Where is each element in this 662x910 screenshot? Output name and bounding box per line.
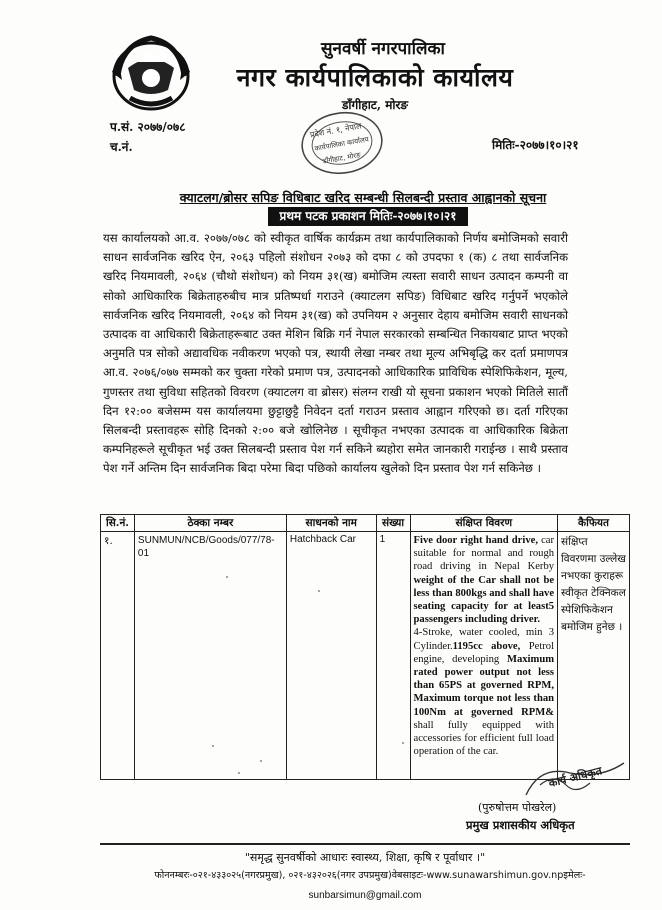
scan-speckle [318, 590, 320, 592]
table-header-row [101, 515, 630, 532]
footer-divider [100, 843, 630, 845]
office-stamp-icon [296, 108, 388, 178]
table-row [101, 532, 630, 780]
stamp-text-line1: प्रदेश नं. १, नेपाल [309, 121, 363, 140]
desc-p2-d: Maximum rated power output not less than 65PS at governed RPM, Maximum torque not less than 100Nm at governed RPM& [413, 653, 555, 718]
municipality-name: सुनवर्षी नगरपालिका [321, 39, 445, 59]
footer-email: sunbarsimun@gmail.com [308, 890, 422, 901]
notice-body: यस कार्यालयको आ.व. २०७७/०७८ को स्वीकृत वार्षिक कार्यक्रम तथा कार्यपालिकाको निर्णय बमोजिमको सवारी साधन सार्वजनिक खरिद ऐन, २०६३ पहिलो संशोधन २०७३ को दफा ८ को उपदफा १ (क) ८ तथा सार्वजनिक खरिद नियमावली, २०६४ (चौथो संशोधन) को नियम ३१(ख) बमोजिम त्यस्ता सवारी साधन उत्पादन कम्पनी वा सोको आधिकारिक बिक्रेताहरुबीच मात्र प्रतिष्पर्धा गराउने (क्याटलग सपिङ) विधिबाट खरिद गर्नुपर्ने भएकोले सार्वजनिक खरिद नियमावली, २०६४ को नियम ३१(ख) को उपनियम २ अनुसार देहाय बमोजिम सवारी साधनको उत्पादक वा आधिकारी बिक्रेताहरूबाट उक्त मेशिन बिक्रि गर्न नेपाल सरकारको सम्बन्धित निकायबाट प्राप्त भएको अनुमति पत्र सोको अद्यावधिक नवीकरण भएको पत्र, स्थायी लेखा नम्बर तथा मूल्य अभिबृद्धि कर दर्ता प्रमाणपत्र आ.व. २०७६/०७७ सम्मको कर चुक्ता गरेको प्रमाण पत्र, उत्पादनको आधिकारिक प्राविधिक स्पेशिफिकेशन, मूल्य, गुणस्तर तथा सुविधा सहितको विवरण (क्याटलग वा ब्रोसर) संलग्न राखी यो सूचना प्रकाशन भएको मितिले सातौं दिन १२:०० बजेसम्म यस कार्यालयमा छुट्टाछुट्टै निवेदन दर्ता गराउन प्रस्ताव आह्वान गरिएको छ। दर्ता गरिएका सिलबन्दी प्रस्तावहरू सोहि दिनको २:०० बजे खोलिनेछ । सूचीकृत नभएका उत्पादक वा आधिकारिक बिक्रेता कम्पनिहरूले सूचीकृत भई उक्त सिलबन्दी प्रस्ताव पेश गर्न सकिने ब्यहोरा समेत जानकारी गराईन्छ । साथै प्रस्ताव पेश गर्ने अन्तिम दिन सार्वजनिक बिदा परेमा बिदा पछिको कार्यालय खुलेको दिन प्रस्ताव पेश गर्न सकिनेछ । [103, 231, 568, 476]
desc-p2-e: shall fully equipped with accessories for efficient full load operation of the car. [413, 719, 555, 758]
header-remarks: कैफियत [558, 515, 630, 532]
cell-serial: १. [101, 532, 135, 780]
header-description: संक्षिप्त विवरण [410, 515, 558, 532]
header-contract-number: ठेक्का नम्बर [134, 515, 286, 532]
scan-speckle [226, 576, 228, 578]
desc-p1-a: car suitable for normal and rough road driving in Nepal Kerby [413, 535, 555, 573]
stamp-text-line2: कार्यपालिका कार्यालय [313, 135, 370, 153]
desc-p2-b: 1195cc above, [452, 640, 521, 652]
signatory-name: (पुरुषोत्तम पोखरेल) [478, 801, 557, 814]
header-vehicle-name: साधनको नाम [286, 515, 376, 532]
footer-slogan: "समृद्ध सुनवर्षीको आधारः स्वास्थ्य, शिक्षा, कृषि र पूर्वाधार ।" [244, 851, 486, 864]
notice-title: क्याटलग/ब्रोसर सपिङ विधिबाट खरिद सम्बन्धी सिलबन्दी प्रस्ताव आह्वानको सूचना [179, 190, 547, 205]
scan-speckle [402, 742, 404, 744]
dispatch-number: च.नं. [110, 140, 133, 154]
signature-stamp-text: कार्य अधिकृत [547, 764, 604, 791]
footer-contact: फोननम्बरः-०२१-४३३०२५(नगरप्रमुख), ०२१-४३२०२६(नगर उपप्रमुख)वेबसाइटः-www.sunawarshimun.gov.npइमेलः- [154, 870, 586, 881]
cell-vehicle-name: Hatchback Car [286, 532, 376, 780]
cell-contract-number: SUNMUN/NCB/Goods/077/78-01 [134, 532, 286, 780]
cell-description [410, 532, 558, 780]
office-name: नगर कार्यपालिकाको कार्यालय [236, 63, 514, 92]
desc-p2-a: 4-Stroke, water cooled, min 3 Cylinder. [413, 627, 555, 652]
header-serial: सि.नं. [101, 515, 135, 532]
letter-date: मितिः-२०७७।१०।२१ [492, 138, 579, 152]
desc-p2-c: Petrol engine, developing [413, 640, 555, 665]
tender-items-table [100, 514, 630, 780]
cell-quantity: 1 [376, 532, 410, 780]
header-quantity: संख्या [376, 515, 410, 532]
scan-speckle [238, 772, 240, 774]
office-location: डाँगीहाट, मोरङ [341, 98, 409, 112]
nepal-emblem-icon [108, 28, 194, 114]
desc-p1-b: weight of the Car shall not be less than 800kgs and shall have seating capacity for at least5 passengers including driver. [413, 574, 555, 626]
reference-number: प.सं. २०७७/०७८ [110, 120, 186, 134]
signatory-title: प्रमुख प्रशासकीय अधिकृत [466, 818, 575, 832]
scan-speckle [212, 745, 214, 747]
cell-remarks: संक्षिप्त विवरणमा उल्लेख नभएका कुराहरू स्वीकृत टेक्निकल स्पेशिफिकेशन बमोजिम हुनेछ । [558, 532, 630, 780]
scan-speckle [260, 760, 262, 762]
publication-date-banner: प्रथम पटक प्रकाशन मितिः-२०७७।१०।२१ [268, 207, 468, 226]
desc-p1-bold: Five door right hand drive, [413, 535, 538, 546]
stamp-text-line3: डाँगीहाट, मोरङ [322, 151, 362, 166]
